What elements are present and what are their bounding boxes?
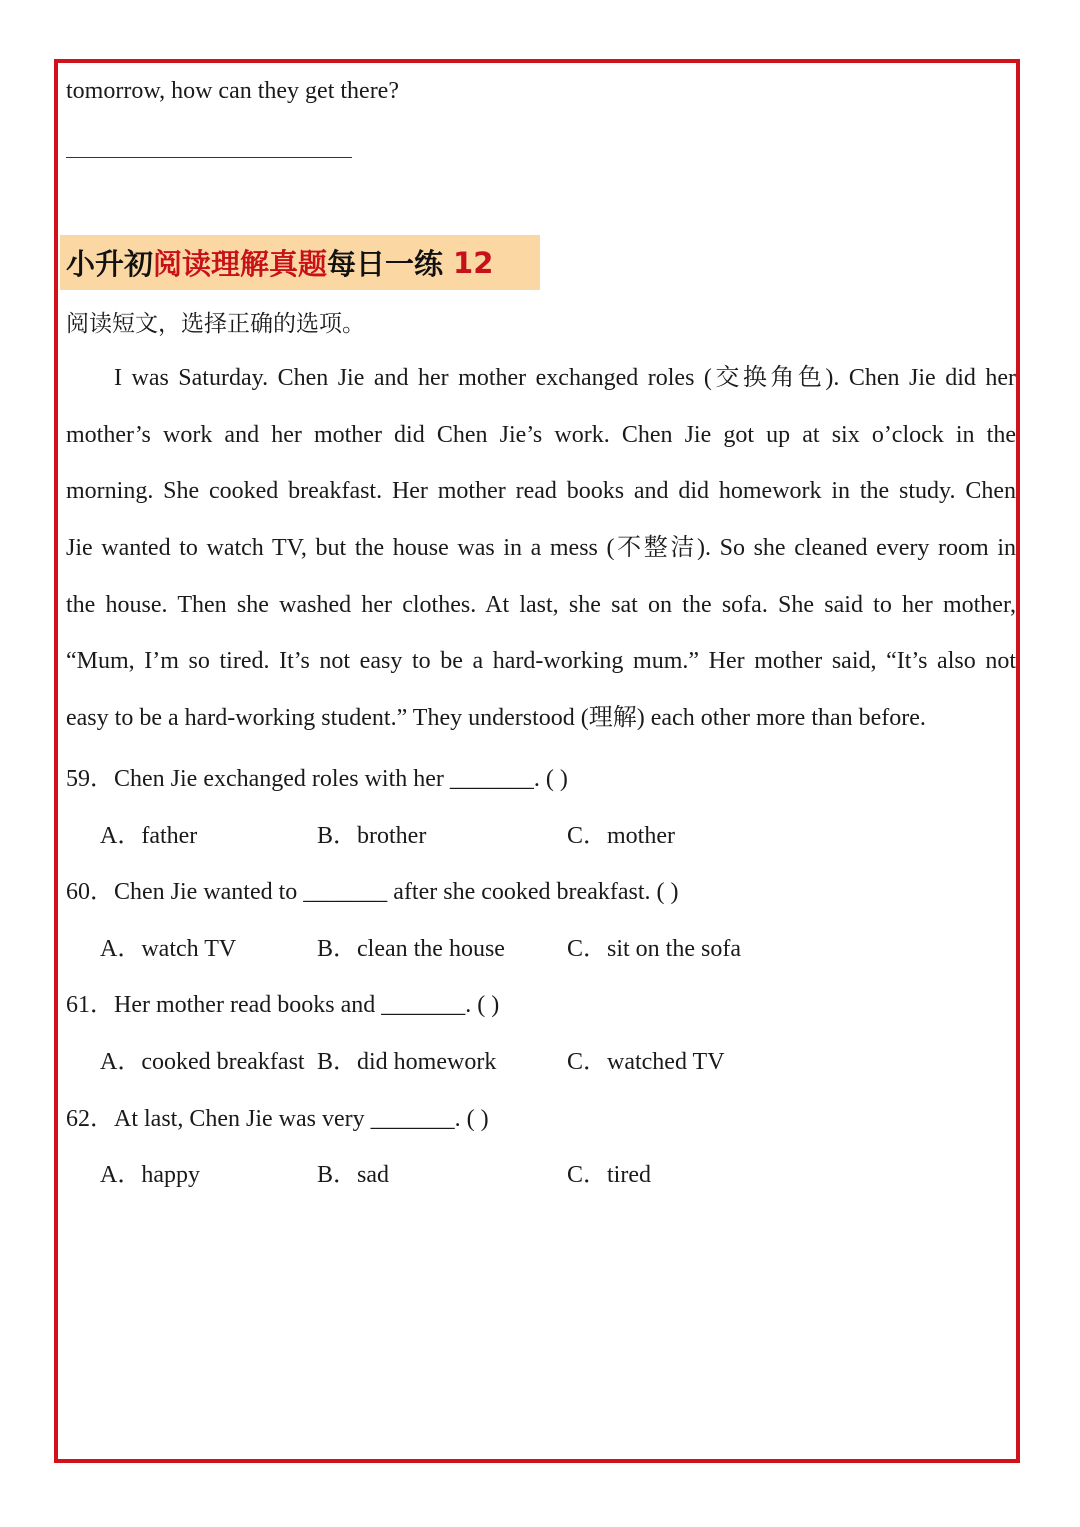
option-c[interactable]: C．watched TV — [567, 1049, 725, 1075]
instruction-text: 阅读短文，选择正确的选项。 — [66, 311, 365, 337]
passage-line: I was Saturday. Chen Jie and her mother exchanged roles (交换角色). Chen Jie did her — [114, 365, 1016, 391]
answer-blank-line — [66, 157, 352, 158]
option-a[interactable]: A．happy — [100, 1162, 200, 1188]
question-61: 61．Her mother read books and _______. ( ) — [66, 992, 500, 1018]
previous-question-tail: tomorrow, how can they get there? — [66, 78, 399, 104]
passage-line: “Mum, I’m so tired. It’s not easy to be a hard-working mum.” Her mother said, “It’s also not — [66, 648, 1016, 675]
option-b[interactable]: B．brother — [317, 823, 427, 849]
option-b[interactable]: B．clean the house — [317, 936, 505, 962]
option-c[interactable]: C．tired — [567, 1162, 651, 1188]
question-59: 59．Chen Jie exchanged roles with her _______. ( ) — [66, 766, 568, 792]
options-62 — [100, 1154, 1000, 1188]
option-b[interactable]: B．sad — [317, 1162, 389, 1188]
question-62: 62．At last, Chen Jie was very _______. ( ) — [66, 1106, 489, 1132]
option-a[interactable]: A．father — [100, 823, 198, 849]
title-part-2: 阅读理解真题 — [153, 247, 328, 281]
options-61 — [100, 1041, 1000, 1075]
option-c[interactable]: C．mother — [567, 823, 675, 849]
title-part-3: 每日一练 — [327, 247, 444, 281]
option-b[interactable]: B．did homework — [317, 1049, 497, 1075]
option-a[interactable]: A．cooked breakfast — [100, 1049, 305, 1075]
passage-line: mother’s work and her mother did Chen Jie’s work. Chen Jie got up at six o’clock in the — [66, 421, 1016, 448]
option-c[interactable]: C．sit on the sofa — [567, 936, 741, 962]
passage-line: easy to be a hard-working student.” They understood (理解) each other more than before. — [66, 705, 926, 732]
question-60: 60．Chen Jie wanted to _______ after she cooked breakfast. ( ) — [66, 879, 679, 905]
passage-line: morning. She cooked breakfast. Her mother read books and did homework in the study. Chen — [66, 478, 1016, 505]
title-number: 12 — [453, 245, 494, 280]
passage-line: the house. Then she washed her clothes. At last, she sat on the sofa. She said to her mother, — [66, 591, 1016, 618]
section-title — [60, 235, 540, 290]
options-59 — [100, 815, 1000, 849]
options-60 — [100, 928, 1000, 962]
title-part-1: 小升初 — [66, 247, 154, 281]
reading-passage — [66, 350, 1016, 747]
passage-line: Jie wanted to watch TV, but the house was in a mess (不整洁). So she cleaned every room in — [66, 535, 1016, 562]
option-a[interactable]: A．watch TV — [100, 936, 237, 962]
